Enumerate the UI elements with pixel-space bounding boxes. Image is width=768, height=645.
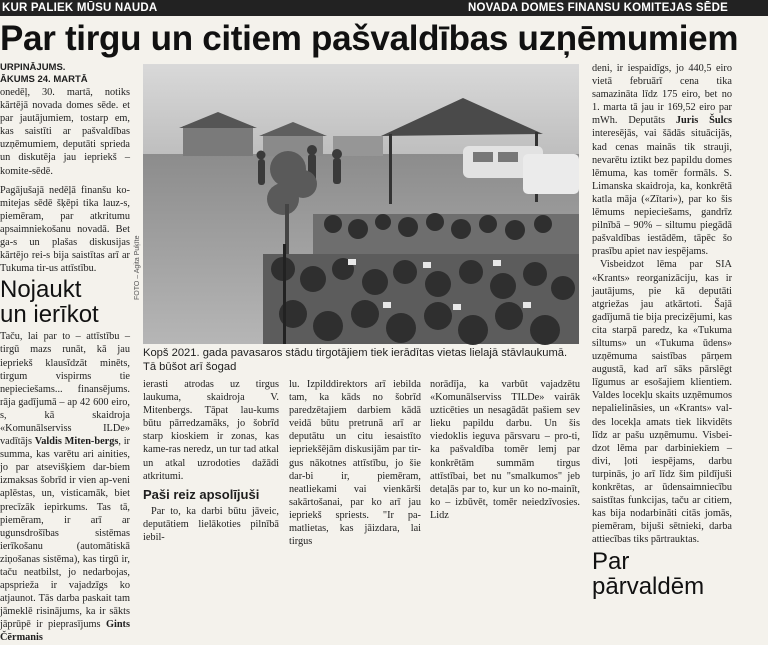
dateline-2: ĀKUMS 24. MARTĀ: [0, 74, 88, 85]
person-name: Gints Čērmanis: [0, 619, 130, 644]
lead-paragraph: onedēļ, 30. martā, notiks kārtējā novada domes sēde. et par jautājumiem, tostarp em, kas saistīti ar pašvaldības uzņēmumiem, deputāti spriedа un diskutēja jau iepriekš – komite-sēdē.: [0, 87, 130, 177]
paragraph: Par to, ka darbi būtu jāveic, deputātiem lielākoties pilnībā iebil-: [143, 505, 279, 543]
dateline-1: URPINĀJUMS.: [0, 62, 66, 73]
column-right: [592, 62, 733, 601]
column-bottom-2: [289, 378, 421, 548]
section-banner: [0, 0, 768, 16]
market-photo: [143, 64, 579, 344]
subhead-nojaukt: Nojaukt: [0, 276, 82, 304]
paragraph: Taču, lai par to – attīstību – tirgū mazs runāt, kā jau iepriekš klausīdzāt minēts, tirgum vispirms tie nepieciešams... finansējums. rāja gadījumā – ap 42 600 eiro, s, kā skaidroja «Komunālserviss ILDe» vadītājs Valdis Miten-bergs, ir summa, kas varētu ari ainities, jo par atsevišķiem dar-biem izmaksas šobrīd ir vien ap-veni aplēstas, un, visticamāk, biet precīzāk iepirkums. Tas tā, piemēram, ir arī ar ugunsdrošības sistēmas ierīkošanu (automātiskā ziņošanas sistēma), kas tirgū ir, taču neatbilst, jo nedarbojas, apsprieža ir vajadzīgs ko atjaunot. Tās darba paskait tam jāmeklē risinājums, ka ir sākts jāprūpē ir pieprasījums Gints Čērmanis: [0, 331, 130, 644]
column-bottom-3: [430, 378, 580, 521]
person-name: Valdis Miten-bergs: [34, 436, 119, 448]
banner-left-label: KUR PALIEK MŪSU NAUDA: [2, 2, 158, 14]
paragraph: Pagājušajā nedēļā finanšu ko-mitejas sēdē šķēpi tika lauz-s, piemēram, par atkritumu apsaimniekošanu novadā. Bet ga-s un plašas diskusijas kārtējo rei-s bija saistītas arī ar Tukuma tir-us attīstību.: [0, 184, 130, 275]
subhead-ierikot: un ierīkot: [0, 301, 99, 329]
person-name: Juris Šulcs: [675, 115, 733, 127]
subhead-par: Par: [592, 548, 630, 576]
paragraph: Visbeidzot lēmа par SIA «Krants» reorganizāciju, kas ir jautājums, pie kā deputāti atgriežas jau atkārtoti. Šajā gadījumā tie bija precizējumi, kas cita starpā paredz, ka «Tukuma siltums» un «Tukuma ūdens» uzņēmuma saistības pārņem augustā, kad arī sāks pārslēgt līgumus ar esošajiem klientiem. Valdes locekļu skaits uzņēmumos nepalielināsies, un «Krants» val-des locekļa amats tiek likvidēts līdz ar pašu uzņēmumu. Visbei-dzot lēma par darbiniekiem – divi, ļoti iespējams, darbu turpinās, jo arī līdz šim pildījuši konkrētas, ar ūdensaimniecību saistītas funkcijas, taču ar citiem, kas bija nodarbināti citās jomās, piemēram, bijuši sētnieki, darba attiecības tiks pārtrauktas.: [592, 259, 732, 546]
column-left: [0, 62, 130, 644]
photo-image: [143, 64, 579, 344]
photo-caption: Kopš 2021. gada pavasaros stādu tirgotājiem tiek ierādītas vietas lielajā stāvlaukumā. Tā būšot arī šogad: [143, 347, 568, 373]
subhead-pasi-reiz: Paši reiz apsolījuši: [143, 486, 260, 502]
paragraph: norādīja, ka varbūt vajadzētu «Komunālserviss TILDe» vairāk uzticēties un nesagādāt pašiem sev lieku papildu darbu. Un šis viedoklis ieguva pārsvaru – pro-ti, ka pašvaldība tomēr lemj par konkrētām summām tirgus attīstībai, bet nu "smalkumos" jeb detaļās par to, kur un ko no-mainīt, ko – izbūvēt, tomēr neiedzīvosies. Lidz: [430, 379, 580, 521]
photo-credit: FOTO – Agita Puķīte: [134, 235, 141, 300]
paragraph: deni, ir iespaidīgs, jo 440,5 eiro vietā februārī cena tika samazināta līdz 175 eiro, bet no 1. marta tā jau ir 169,52 eiro par mWh. Deputāts Juris Šulcs interesējās, vai šādās situācijās, kad cenas mainās tik strauji, nevarētu iztikt bez papildu domes lēmuma, kas tomēr formāls. S. Limanska skaidroja, ka, konkrētā katla māja («Zītari»), par ko šis lēmums nepieciešams, gandrīz pilnībā – 90% – siltumu piegādā pašvaldības iestādēm, tāpēc šo prasību apiet nav iespējams.: [592, 63, 733, 258]
banner-right-label: NOVADA DOMES FINANSU KOMITEJAS SĒDE: [467, 2, 728, 14]
paragraph: ierasti atrodas uz tirgus laukuma, skaidroja V. Mitenbergs. Tāpat lau-kums būtu pārredzamāks, jo šobrīd starp kioskiem ir zonas, kas kame-ras neredz, un tur tad atkal un atkal uzrodoties dažādi atkritumi.: [143, 379, 279, 482]
subhead-parvaldem: pārvaldēm: [592, 573, 705, 601]
paragraph: lu. Izpilddirektors arī iebilda tam, ka kāds no šobrīd paredzētajiem darbiem kādā veidā būtu pretrunā arī ar deputātu un citu iesaistīto iepriekšējām diskusijām par tir-gus nākotnes attīstību, jo šie dar-bi ir, piemēram, neatliekami vai vienkārši sakārtošanai, par ko arī jau iepriekš spriests. "Ir pa-matlietas, kas jāizdara, lai tirgus: [289, 379, 421, 548]
article-headline: Par tirgu un citiem pašvaldības uzņēmumiem: [0, 19, 739, 58]
column-bottom-1: [143, 378, 279, 543]
